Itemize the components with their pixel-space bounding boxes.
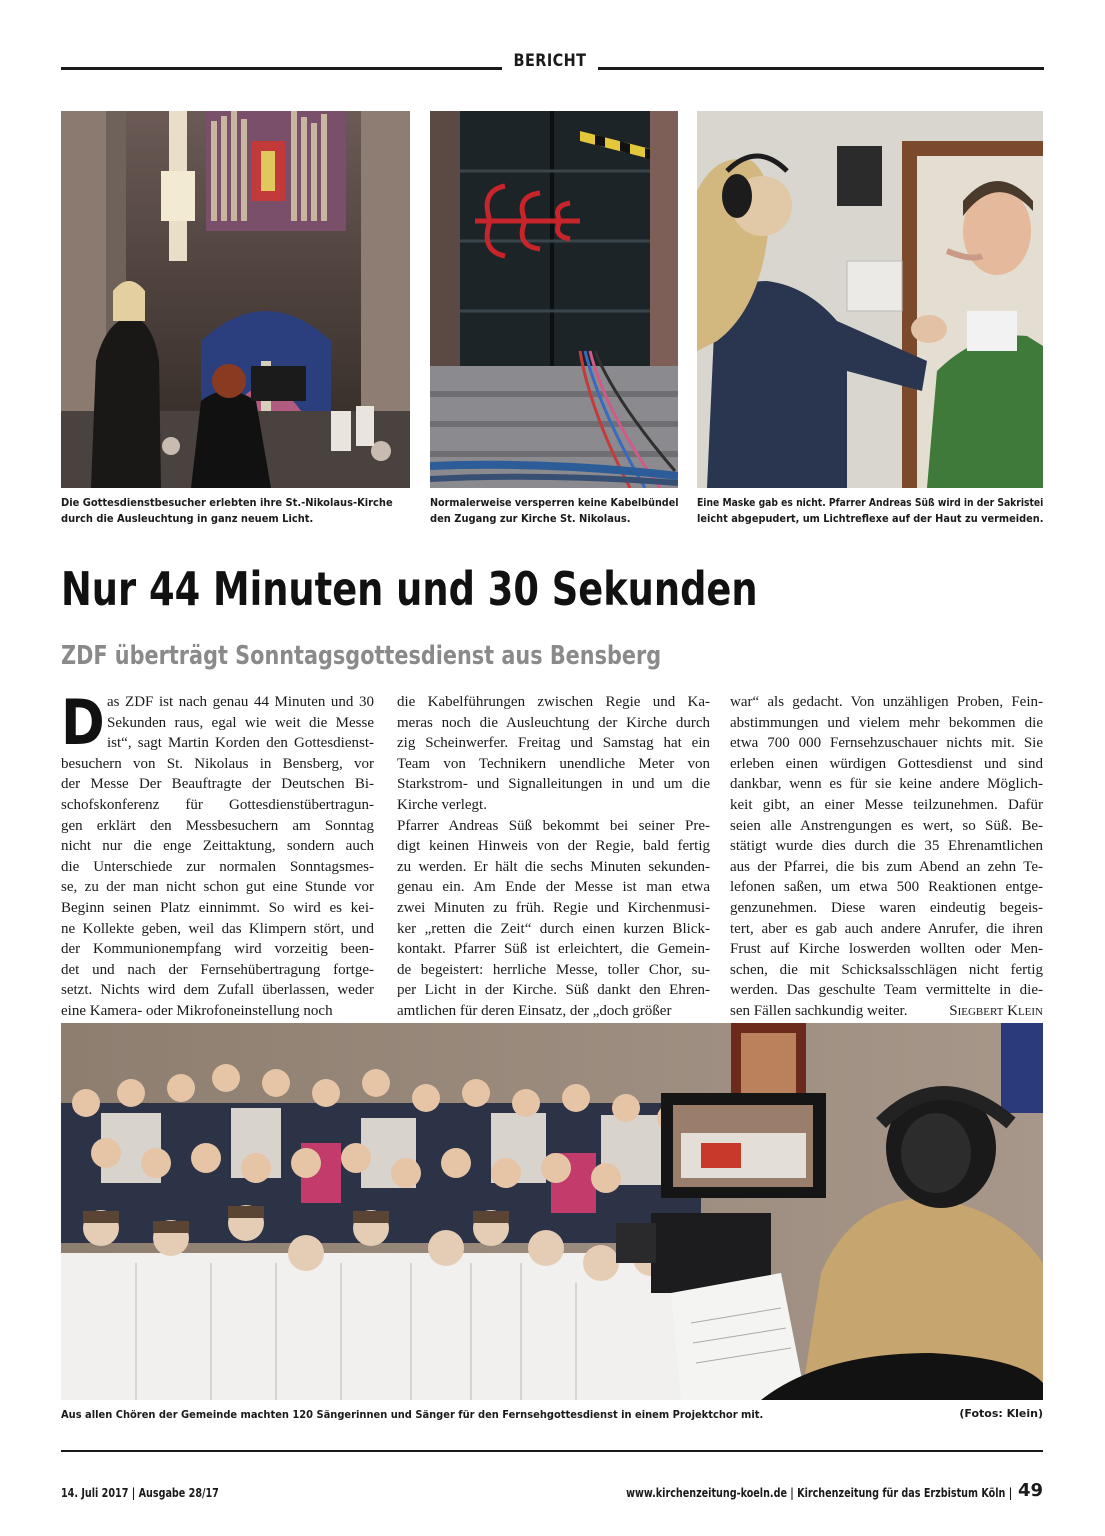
article-line: meras noch die Ausleuchtung der Kirche durch xyxy=(397,714,710,731)
article-line: ne Kollekte geben, weil das Klimpern stört, und xyxy=(61,920,374,937)
footer-rule xyxy=(61,1450,1043,1452)
article-line: nicht nur die enge Zeittaktung, sondern auch xyxy=(61,838,374,855)
article-subhead: ZDF überträgt Sonntagsgottesdienst aus Bensberg xyxy=(61,641,662,671)
article-line: etwa 700 000 Fernsehzuschauer nichts mit. Sie xyxy=(730,735,1043,752)
article-line: der Messe Der Beauftragte der Deutschen Bi- xyxy=(61,776,374,793)
page-number: 49 xyxy=(1017,1480,1043,1501)
article-line: tert, aber es gab auch andere Anrufer, die ihren xyxy=(730,920,1043,937)
article-line: zwei Minuten zu früh. Regie und Kirchenmusi- xyxy=(397,899,710,916)
article-line: erleben einen würdigen Gottesdienst und sind xyxy=(730,755,1043,772)
caption-line: Normalerweise versperren keine Kabelbündel xyxy=(430,496,679,509)
caption-line: Aus allen Chören der Gemeinde machten 120 Sängerinnen und Sänger für den Fernsehgottesdienst in einem Projektchor mit. xyxy=(61,1408,764,1421)
section-label: BERICHT xyxy=(513,51,587,71)
article-line: werden. Das geschulte Team vermittelte in die- xyxy=(730,982,1043,999)
article-line: stätigt wurde dies durch die 35 Ehrenamtlichen xyxy=(730,838,1043,855)
article-line: aus der Pfarrei, die bis zum Abend an zehn Te- xyxy=(730,858,1043,875)
article-line: schen, die mit Schicksalsschlägen nicht fertig xyxy=(730,961,1043,978)
article-author: Siegbert Klein xyxy=(949,1002,1043,1019)
caption-line: den Zugang zur Kirche St. Nikolaus. xyxy=(430,512,631,525)
article-line: Kirche verlegt. xyxy=(397,796,487,813)
article-line: eine Kamera- oder Mikrofoneinstellung noch xyxy=(61,1002,333,1019)
footer-date-issue: 14. Juli 2017 | Ausgabe 28/17 xyxy=(61,1486,219,1500)
header-rule-right xyxy=(598,67,1044,70)
article-line: keit gibt, an einer Messe teilzunehmen. Dafür xyxy=(730,796,1043,813)
article-line-text: sen Fällen sachkundig weiter. xyxy=(730,1002,908,1019)
photo-credit: (Fotos: Klein) xyxy=(959,1407,1043,1420)
article-line: digt keinen Hinweis von der Regie, bald fertig xyxy=(397,838,710,855)
drop-cap: D xyxy=(61,686,105,759)
article-headline: Nur 44 Minuten und 30 Sekunden xyxy=(61,562,758,616)
article-line: de begeistert: herrliche Messe, toller Chor, su- xyxy=(397,961,710,978)
article-line: zu werden. Er hält die sechs Minuten sekunden- xyxy=(397,858,710,875)
caption-line: Eine Maske gab es nicht. Pfarrer Andreas Süß wird in der Sakristei xyxy=(697,496,1044,509)
article-line: as ZDF ist nach genau 44 Minuten und 30 xyxy=(107,694,374,710)
article-line: per Licht in der Kirche. Süß dankt den Ehren- xyxy=(397,982,710,999)
article-line: Frust auf Kirche loswerden wollten oder Men- xyxy=(730,941,1043,958)
photo-choir-tv-camera xyxy=(61,1023,1043,1400)
article-line: Sekunden raus, egal wie weit die Messe xyxy=(107,714,374,731)
article-column-2 xyxy=(397,692,710,1022)
article-line: Starkstrom- und Signalleitungen in und um die xyxy=(397,776,710,793)
photo-church-door-cables xyxy=(430,111,678,488)
article-line: ker „retten die Zeit“ durch einen kurzen Blick- xyxy=(397,920,710,937)
caption-photo-3 xyxy=(697,495,1043,527)
footer-publication-text: www.kirchenzeitung-koeln.de | Kirchenzeitung für das Erzbistum Köln | xyxy=(626,1486,1013,1500)
article-line: det und nach der Fernsehübertragung fortge- xyxy=(61,961,374,978)
article-line: besuchern von St. Nikolaus in Bensberg, vor xyxy=(61,755,374,772)
article-line: Team von Technikern unendliche Meter von xyxy=(397,755,710,772)
article-line: die Kabelführungen zwischen Regie und Ka- xyxy=(397,694,710,710)
article-line: genau ein. Am Ende der Messe ist man etwa xyxy=(397,879,710,896)
caption-line: Die Gottesdienstbesucher erlebten ihre St.-Nikolaus-Kirche xyxy=(61,496,393,509)
article-line: kontakt. Pfarrer Süß ist erleichtert, die Gemein- xyxy=(397,941,710,958)
article-line: ist“, sagt Martin Korden den Gottesdienst- xyxy=(107,735,374,752)
article-line: der Kommunionempfang wird vorzeitig been- xyxy=(61,941,374,958)
article-line: die Unterschiede zur normalen Sonntagsmes- xyxy=(61,858,374,875)
article-line: schofskonferenz für Gottesdienstübertragun- xyxy=(61,796,374,813)
article-line: genzunehmen. Diese waren eindeutig begeis- xyxy=(730,899,1043,916)
article-line: abstimmungen und vielem mehr bekommen die xyxy=(730,714,1043,731)
header-rule-left xyxy=(61,67,502,70)
photo-church-interior xyxy=(61,111,410,488)
article-line: setzt. Nichts wird dem Zufall überlassen, weder xyxy=(61,982,374,999)
article-line: Pfarrer Andreas Süß bekommt bei seiner Pre- xyxy=(397,817,710,834)
article-line: se, zu der man nicht schon gut eine Stunde vor xyxy=(61,879,374,896)
caption-line: leicht abgepudert, um Lichtreflexe auf der Haut zu vermeiden. xyxy=(697,512,1044,525)
article-line: gen erklärt den Messbesuchern am Sonntag xyxy=(61,817,374,834)
article-column-1 xyxy=(61,686,374,1022)
article-line: dankbar, wenn es für sie keine andere Möglich- xyxy=(730,776,1043,793)
caption-photo-2 xyxy=(430,495,678,527)
caption-line: durch die Ausleuchtung in ganz neuem Licht. xyxy=(61,512,314,525)
article-line: seien alle Anstrengungen es wert, so Süß. Be- xyxy=(730,817,1043,834)
photo-sacristy-makeup xyxy=(697,111,1043,488)
article-line: Beginn seinen Platz einnimmt. So wird es kei- xyxy=(61,899,374,916)
article-line: amtlichen für deren Einsatz, der „doch größer xyxy=(397,1002,672,1019)
caption-photo-1 xyxy=(61,495,410,527)
article-line: zig Scheinwerfer. Freitag und Samstag hat ein xyxy=(397,735,710,752)
caption-photo-4 xyxy=(61,1407,821,1423)
article-line: war“ als gedacht. Von unzähligen Proben, Fein- xyxy=(730,694,1043,710)
article-line xyxy=(730,1001,1043,1022)
footer-publication xyxy=(626,1486,1043,1500)
article-line: lefonen saßen, um etwa 500 Reaktionen entge- xyxy=(730,879,1043,896)
article-column-3 xyxy=(730,692,1043,1022)
